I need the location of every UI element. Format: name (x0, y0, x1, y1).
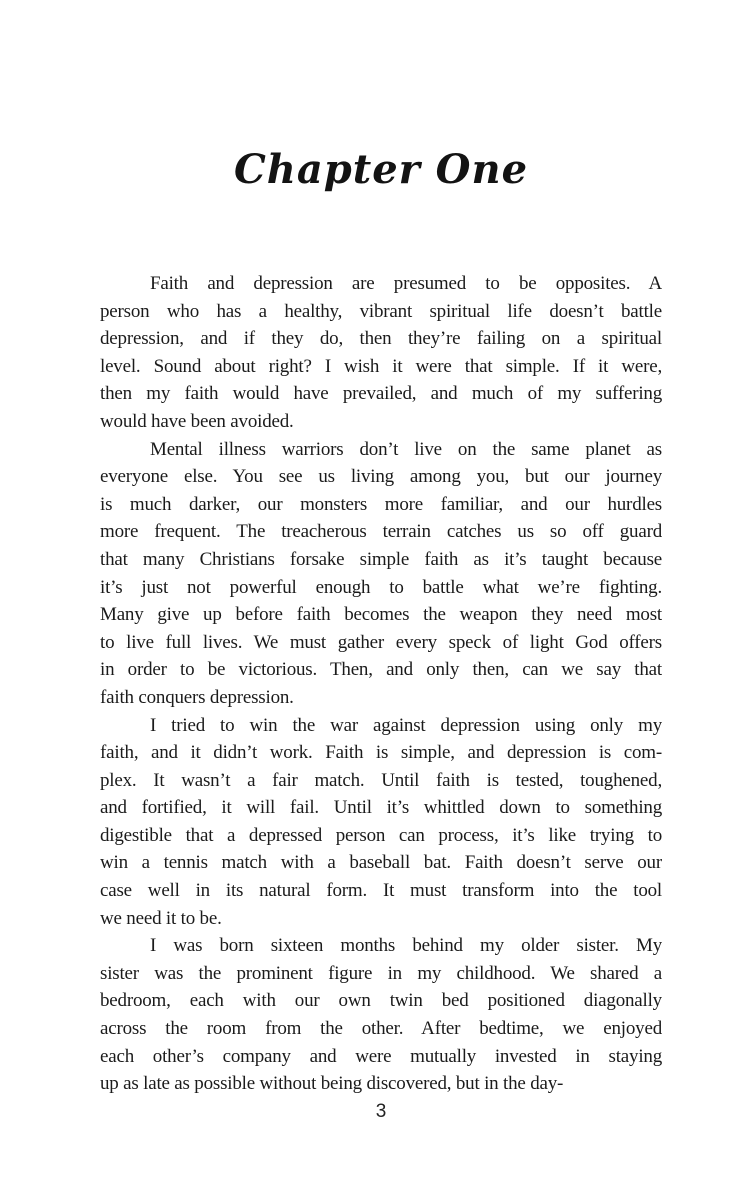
paragraph (100, 270, 662, 436)
text-line: faith, and it didn’t work. Faith is simple, and depression is com- (100, 742, 662, 764)
text-line: faith conquers depression. (100, 686, 294, 708)
text-line: I was born sixteen months behind my older sister. My (150, 935, 662, 957)
text-line: person who has a healthy, vibrant spiritual life doesn’t battle (100, 300, 662, 322)
text-line: Faith and depression are presumed to be opposites. A (150, 273, 662, 294)
text-line: plex. It wasn’t a fair match. Until faith is tested, toughened, (100, 769, 662, 791)
text-line: sister was the prominent figure in my childhood. We shared a (100, 962, 662, 984)
text-line: it’s just not powerful enough to battle what we’re fighting. (100, 576, 662, 598)
text-line: across the room from the other. After bedtime, we enjoyed (100, 1018, 662, 1040)
page-number: 3 (375, 1100, 387, 1122)
text-line: Mental illness warriors don’t live on the same planet as (150, 438, 662, 460)
text-line: Many give up before faith becomes the weapon they need most (100, 604, 662, 626)
text-line: then my faith would have prevailed, and much of my suffering (100, 383, 662, 405)
text-line: digestible that a depressed person can process, it’s like trying to (100, 824, 662, 846)
text-line: up as late as possible without being discovered, but in the day- (100, 1073, 564, 1095)
paragraph (100, 436, 662, 712)
paragraph (100, 932, 662, 1098)
text-line: we need it to be. (100, 907, 222, 929)
chapter-title: Chapter One (233, 146, 529, 193)
text-line: level. Sound about right? I wish it were that simple. If it were, (100, 355, 662, 377)
text-line: to live full lives. We must gather every speck of light God offers (100, 631, 662, 653)
text-line: win a tennis match with a baseball bat. Faith doesn’t serve our (100, 852, 662, 874)
text-line: each other’s company and were mutually invested in staying (100, 1045, 662, 1067)
body-text (100, 270, 662, 1098)
text-line: depression, and if they do, then they’re failing on a spiritual (100, 328, 662, 350)
text-line: I tried to win the war against depression using only my (150, 714, 662, 736)
text-line: is much darker, our monsters more familiar, and our hurdles (100, 493, 662, 515)
text-line: everyone else. You see us living among you, but our journey (100, 466, 662, 488)
text-line: would have been avoided. (100, 410, 294, 432)
text-line: more frequent. The treacherous terrain catches us so off guard (100, 521, 662, 543)
text-line: that many Christians forsake simple faith as it’s taught because (100, 548, 662, 570)
text-line: bedroom, each with our own twin bed positioned diagonally (100, 990, 662, 1012)
paragraph (100, 712, 662, 933)
text-line: case well in its natural form. It must transform into the tool (100, 880, 662, 902)
text-line: in order to be victorious. Then, and only then, can we say that (100, 659, 662, 681)
text-line: and fortified, it will fail. Until it’s whittled down to something (100, 797, 662, 819)
